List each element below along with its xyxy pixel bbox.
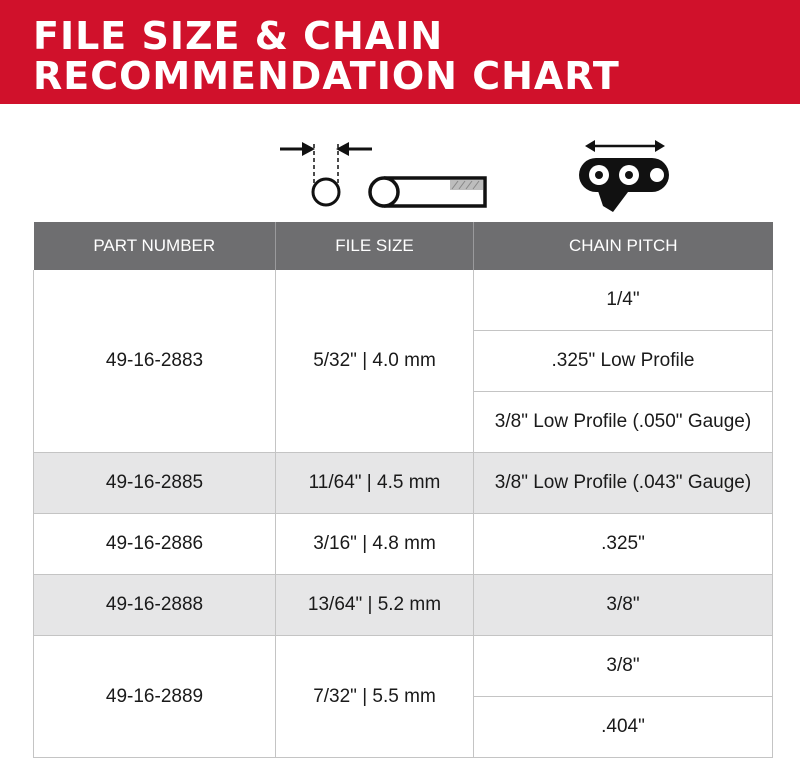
- table-row: [34, 453, 773, 514]
- file-size-cell: 11/64" | 4.5 mm: [276, 453, 474, 514]
- chain-pitch-cell: 3/8" Low Profile (.050" Gauge): [474, 392, 773, 453]
- table-header-row: [34, 222, 773, 270]
- chain-pitch-icon: [573, 136, 673, 214]
- column-header-file-size: FILE SIZE: [276, 222, 474, 270]
- title-banner: [0, 0, 800, 104]
- part-number-cell: 49-16-2889: [34, 636, 276, 758]
- file-size-cell: 7/32" | 5.5 mm: [276, 636, 474, 758]
- chain-pitch-cell: 3/8": [474, 636, 773, 697]
- file-size-cell: 13/64" | 5.2 mm: [276, 575, 474, 636]
- column-header-chain-pitch: CHAIN PITCH: [474, 222, 773, 270]
- title-line-1: FILE SIZE & CHAIN: [33, 14, 444, 58]
- part-number-cell: 49-16-2886: [34, 514, 276, 575]
- chain-pitch-cell: .325" Low Profile: [474, 331, 773, 392]
- table-row: [34, 514, 773, 575]
- table-row: [34, 270, 773, 331]
- part-number-cell: 49-16-2883: [34, 270, 276, 453]
- column-header-part-number: PART NUMBER: [34, 222, 276, 270]
- table-row: [34, 636, 773, 697]
- chain-pitch-cell: 3/8": [474, 575, 773, 636]
- chain-pitch-cell: 3/8" Low Profile (.043" Gauge): [474, 453, 773, 514]
- table-row: [34, 575, 773, 636]
- file-size-cell: 5/32" | 4.0 mm: [276, 270, 474, 453]
- chain-recommendation-table: [33, 222, 773, 758]
- chain-pitch-cell: .404": [474, 697, 773, 758]
- part-number-cell: 49-16-2888: [34, 575, 276, 636]
- file-diameter-icon: [278, 136, 490, 212]
- chain-pitch-cell: 1/4": [474, 270, 773, 331]
- title-line-2: RECOMMENDATION CHART: [33, 54, 620, 98]
- file-size-cell: 3/16" | 4.8 mm: [276, 514, 474, 575]
- chain-pitch-cell: .325": [474, 514, 773, 575]
- part-number-cell: 49-16-2885: [34, 453, 276, 514]
